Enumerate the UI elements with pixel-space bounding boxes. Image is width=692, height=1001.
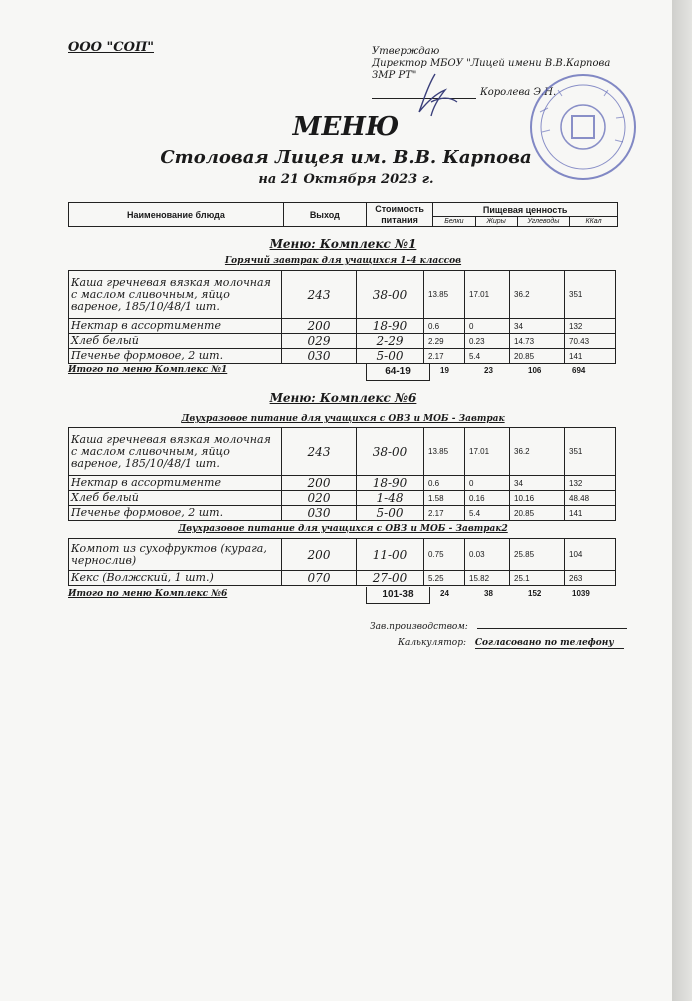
total-fats: 38 (484, 589, 493, 598)
dish-name: Каша гречневая вязкая молочная с маслом сливочным, яйцо вареное, 185/10/48/1 шт. (69, 428, 282, 476)
dish-carbs: 36.2 (510, 271, 565, 319)
table-row (69, 476, 616, 491)
dish-kcal: 141 (565, 349, 616, 364)
total-carbs: 106 (528, 366, 542, 375)
dish-carbs: 25.85 (510, 539, 565, 571)
dish-output: 200 (282, 319, 357, 334)
complex6-table2 (68, 538, 616, 586)
total-kcal: 1039 (572, 589, 590, 598)
menu-date: на 21 Октября 2023 г. (258, 172, 434, 187)
dish-kcal: 351 (565, 271, 616, 319)
total-proteins: 24 (440, 589, 449, 598)
dish-output: 030 (282, 506, 357, 521)
header-output: Выход (283, 203, 366, 227)
dish-kcal: 141 (565, 506, 616, 521)
dish-proteins: 2.29 (424, 334, 465, 349)
dish-price: 2-29 (357, 334, 424, 349)
dish-output: 070 (282, 571, 357, 586)
dish-carbs: 20.85 (510, 349, 565, 364)
dish-kcal: 104 (565, 539, 616, 571)
complex6-total-label: Итого по меню Комплекс №6 (68, 589, 228, 599)
signature-scribble-icon (405, 72, 465, 117)
dish-price: 38-00 (357, 271, 424, 319)
dish-carbs: 34 (510, 476, 565, 491)
complex6-subtitle2: Двухразовое питание для учащихся с ОВЗ и МОБ - Завтрак2 (178, 524, 508, 534)
dish-fats: 15.82 (465, 571, 510, 586)
dish-price: 11-00 (357, 539, 424, 571)
table-row (69, 271, 616, 319)
dish-proteins: 2.17 (424, 506, 465, 521)
table-row (69, 428, 616, 476)
dish-price: 1-48 (357, 491, 424, 506)
dish-fats: 17.01 (465, 271, 510, 319)
production-label: Зав.производством: (370, 622, 468, 632)
dish-output: 029 (282, 334, 357, 349)
complex6-title: Меню: Комплекс №6 (269, 391, 417, 405)
dish-carbs: 34 (510, 319, 565, 334)
dish-proteins: 5.25 (424, 571, 465, 586)
dish-proteins: 2.17 (424, 349, 465, 364)
production-signature (370, 618, 627, 632)
complex1-subtitle: Горячий завтрак для учащихся 1-4 классов (224, 256, 462, 266)
dish-price: 18-90 (357, 476, 424, 491)
dish-output: 020 (282, 491, 357, 506)
page-subtitle: Столовая Лицея им. В.В. Карпова (160, 147, 532, 168)
approval-line2: Директор МБОУ "Лицей имени В.В.Карпова ЗМР РТ" (372, 58, 611, 81)
dish-output: 200 (282, 539, 357, 571)
complex6-subtitle1: Двухразовое питание для учащихся с ОВЗ и МОБ - Завтрак (181, 414, 505, 424)
total-proteins: 19 (440, 366, 449, 375)
approval-name: Королева Э.Н. (480, 87, 557, 98)
dish-carbs: 25.1 (510, 571, 565, 586)
dish-fats: 0.23 (465, 334, 510, 349)
complex6-total-nutrition (434, 589, 614, 601)
total-carbs: 152 (528, 589, 542, 598)
complex6-total-price: 101-38 (366, 587, 430, 604)
header-dish: Наименование блюда (69, 203, 284, 227)
dish-price: 5-00 (357, 349, 424, 364)
dish-kcal: 263 (565, 571, 616, 586)
header-proteins: Белки (433, 217, 475, 227)
dish-name: Каша гречневая вязкая молочная с маслом сливочным, яйцо вареное, 185/10/48/1 шт. (69, 271, 282, 319)
dish-carbs: 20.85 (510, 506, 565, 521)
page-edge-shadow (672, 0, 692, 1001)
production-underline (477, 618, 627, 629)
table-row (69, 349, 616, 364)
dish-name: Кекс (Волжский, 1 шт.) (69, 571, 282, 586)
dish-proteins: 13.85 (424, 428, 465, 476)
dish-price: 27-00 (357, 571, 424, 586)
dish-kcal: 351 (565, 428, 616, 476)
dish-fats: 0.16 (465, 491, 510, 506)
dish-kcal: 132 (565, 319, 616, 334)
total-kcal: 694 (572, 366, 586, 375)
complex1-table (68, 270, 616, 364)
complex1-total-label: Итого по меню Комплекс №1 (68, 365, 228, 375)
dish-fats: 5.4 (465, 349, 510, 364)
table-row (69, 571, 616, 586)
dish-name: Печенье формовое, 2 шт. (69, 349, 282, 364)
dish-carbs: 10.16 (510, 491, 565, 506)
approval-line1: Утверждаю (372, 46, 440, 57)
dish-price: 18-90 (357, 319, 424, 334)
table-row (69, 491, 616, 506)
organization-name: ООО "СОП" (68, 40, 154, 55)
calculator-signature (398, 638, 624, 649)
dish-price: 5-00 (357, 506, 424, 521)
menu-header-table (68, 202, 618, 227)
calculator-value: Согласовано по телефону (475, 638, 624, 649)
header-carbs: Углеводы (517, 217, 569, 227)
dish-fats: 17.01 (465, 428, 510, 476)
dish-fats: 0.03 (465, 539, 510, 571)
complex1-total-price: 64-19 (366, 364, 430, 381)
dish-fats: 0 (465, 476, 510, 491)
dish-name: Нектар в ассортименте (69, 476, 282, 491)
dish-fats: 0 (465, 319, 510, 334)
total-fats: 23 (484, 366, 493, 375)
dish-name: Печенье формовое, 2 шт. (69, 506, 282, 521)
header-price: Стоимость питания (366, 203, 432, 227)
dish-name: Хлеб белый (69, 334, 282, 349)
header-kcal: ККал (570, 217, 618, 227)
dish-kcal: 70.43 (565, 334, 616, 349)
dish-name: Компот из сухофруктов (курага, чернослив) (69, 539, 282, 571)
complex1-title: Меню: Комплекс №1 (269, 237, 417, 251)
dish-output: 200 (282, 476, 357, 491)
dish-carbs: 14.73 (510, 334, 565, 349)
dish-kcal: 48.48 (565, 491, 616, 506)
dish-fats: 5.4 (465, 506, 510, 521)
complex6-table1 (68, 427, 616, 521)
table-row (69, 334, 616, 349)
dish-output: 243 (282, 428, 357, 476)
dish-output: 243 (282, 271, 357, 319)
dish-name: Хлеб белый (69, 491, 282, 506)
complex1-total-nutrition (434, 366, 614, 378)
dish-price: 38-00 (357, 428, 424, 476)
dish-kcal: 132 (565, 476, 616, 491)
table-row (69, 539, 616, 571)
header-fats: Жиры (475, 217, 517, 227)
dish-carbs: 36.2 (510, 428, 565, 476)
dish-proteins: 0.6 (424, 476, 465, 491)
header-nutrition: Пищевая ценность (433, 203, 618, 217)
dish-output: 030 (282, 349, 357, 364)
dish-proteins: 0.6 (424, 319, 465, 334)
calculator-label: Калькулятор: (398, 638, 466, 648)
dish-name: Нектар в ассортименте (69, 319, 282, 334)
dish-proteins: 13.85 (424, 271, 465, 319)
table-row (69, 319, 616, 334)
dish-proteins: 0.75 (424, 539, 465, 571)
table-row (69, 506, 616, 521)
page-title: МЕНЮ (292, 112, 400, 142)
dish-proteins: 1.58 (424, 491, 465, 506)
